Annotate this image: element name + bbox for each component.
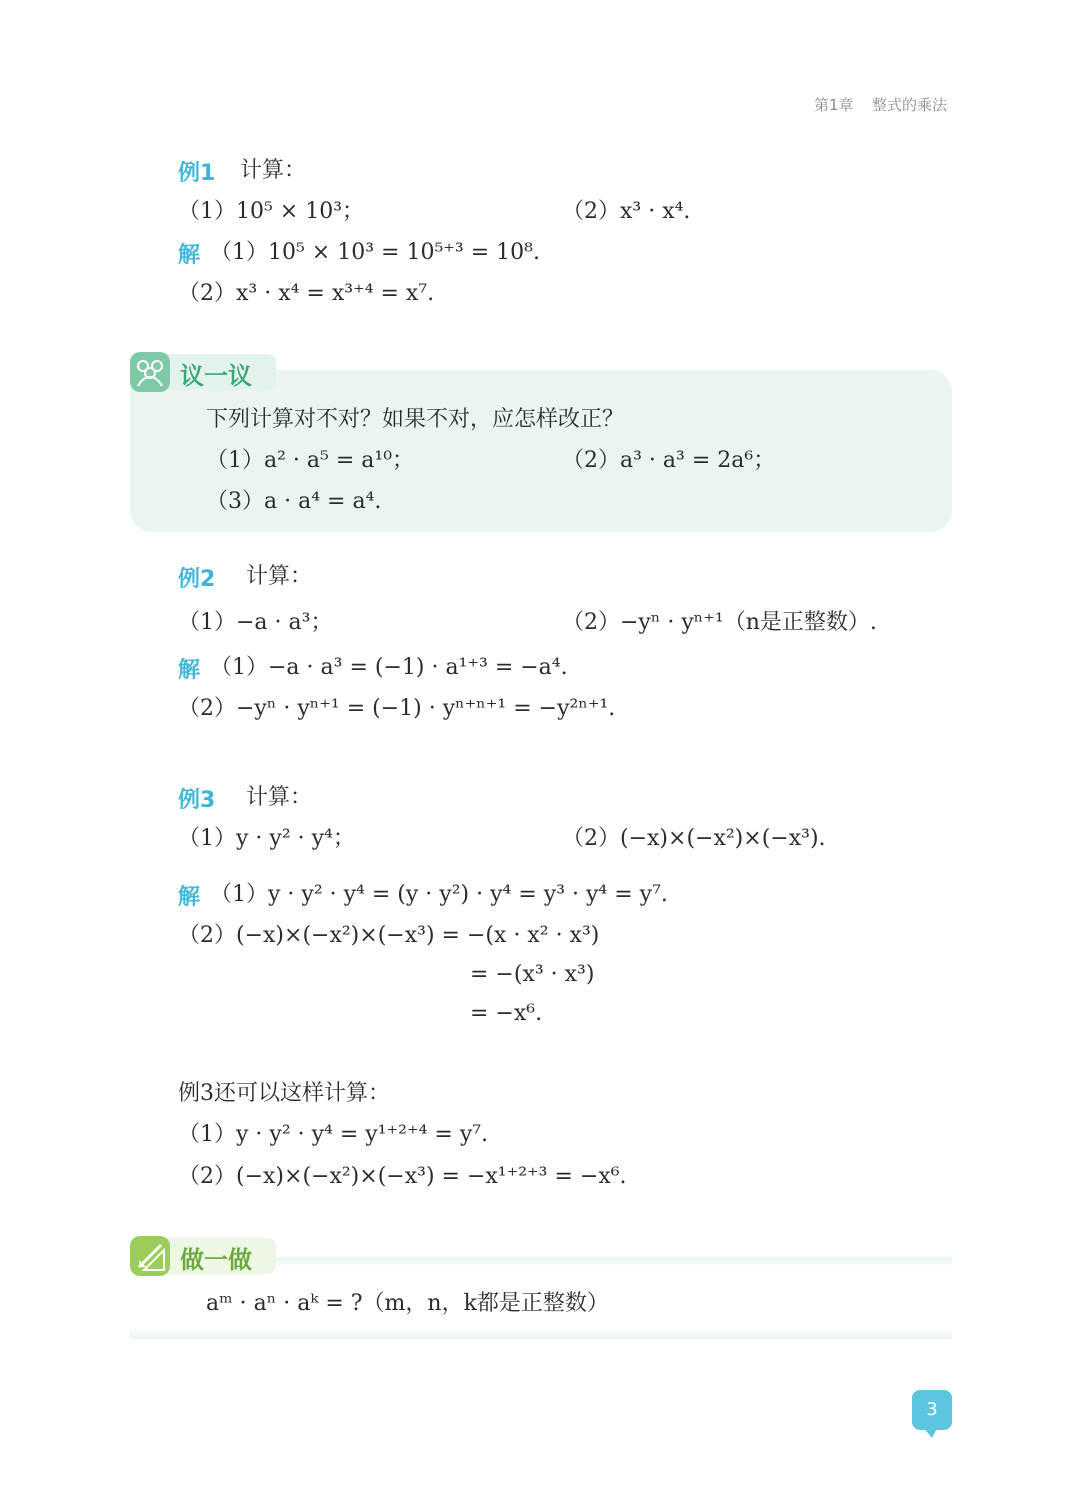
- example3-solution-2-line3: = −x⁶.: [470, 1001, 543, 1026]
- page-number-tail: [922, 1426, 938, 1438]
- discuss-title: 议一议: [180, 362, 252, 390]
- alt-intro: 例3还可以这样计算：: [178, 1081, 390, 1106]
- alt-solution-2: （2）(−x)×(−x²)×(−x³) = −x¹⁺²⁺³ = −x⁶.: [178, 1164, 627, 1189]
- pencil-ruler-icon: [130, 1236, 170, 1276]
- discuss-prompt: 下列计算对不对？如果不对，应怎样改正？: [206, 407, 625, 432]
- example3-prompt: 计算：: [246, 785, 313, 810]
- example1-solution-label: 解: [178, 243, 201, 268]
- example2-question-1: （1）−a · a³；: [178, 610, 333, 635]
- example2-prompt: 计算：: [246, 564, 313, 589]
- example1-prompt: 计算：: [240, 158, 307, 183]
- example2-label: 例2: [178, 567, 216, 592]
- example3-question-2: （2）(−x)×(−x²)×(−x³).: [562, 826, 826, 851]
- example3-solution-label: 解: [178, 885, 201, 910]
- alt-solution-1: （1）y · y² · y⁴ = y¹⁺²⁺⁴ = y⁷.: [178, 1122, 489, 1147]
- example2-solution-label: 解: [178, 658, 201, 683]
- example1-question-2: （2）x³ · x⁴.: [562, 199, 691, 224]
- example3-solution-1: （1）y · y² · y⁴ = (y · y²) · y⁴ = y³ · y⁴ = y⁷.: [210, 882, 668, 907]
- example1-solution-1: （1）10⁵ × 10³ = 10⁵⁺³ = 10⁸.: [210, 240, 540, 265]
- example1-question-1: （1）10⁵ × 10³；: [178, 199, 365, 224]
- people-icon: [130, 352, 170, 392]
- discuss-question-2: （2）a³ · a³ = 2a⁶；: [562, 448, 776, 473]
- chapter-title: 整式的乘法: [872, 96, 948, 114]
- example3-question-1: （1）y · y² · y⁴；: [178, 826, 355, 851]
- example2-question-2: （2）−yⁿ · yⁿ⁺¹（n是正整数）.: [562, 610, 877, 635]
- chapter-number: 第1章: [814, 96, 854, 114]
- example2-solution-2: （2）−yⁿ · yⁿ⁺¹ = (−1) · yⁿ⁺ⁿ⁺¹ = −y²ⁿ⁺¹.: [178, 696, 616, 721]
- example1-solution-2: （2）x³ · x⁴ = x³⁺⁴ = x⁷.: [178, 281, 435, 306]
- doit-question: aᵐ · aⁿ · aᵏ = ?（m，n，k都是正整数）: [206, 1291, 609, 1316]
- example3-solution-2-line1: （2）(−x)×(−x²)×(−x³) = −(x · x² · x³): [178, 923, 600, 948]
- example2-solution-1: （1）−a · a³ = (−1) · a¹⁺³ = −a⁴.: [210, 655, 568, 680]
- page-number: 3: [912, 1390, 952, 1430]
- example1-label: 例1: [178, 161, 216, 186]
- discuss-question-1: （1）a² · a⁵ = a¹⁰；: [206, 448, 415, 473]
- doit-title: 做一做: [180, 1246, 252, 1274]
- example3-label: 例3: [178, 788, 216, 813]
- discuss-question-3: （3）a · a⁴ = a⁴.: [206, 489, 382, 514]
- example3-solution-2-line2: = −(x³ · x³): [470, 962, 595, 987]
